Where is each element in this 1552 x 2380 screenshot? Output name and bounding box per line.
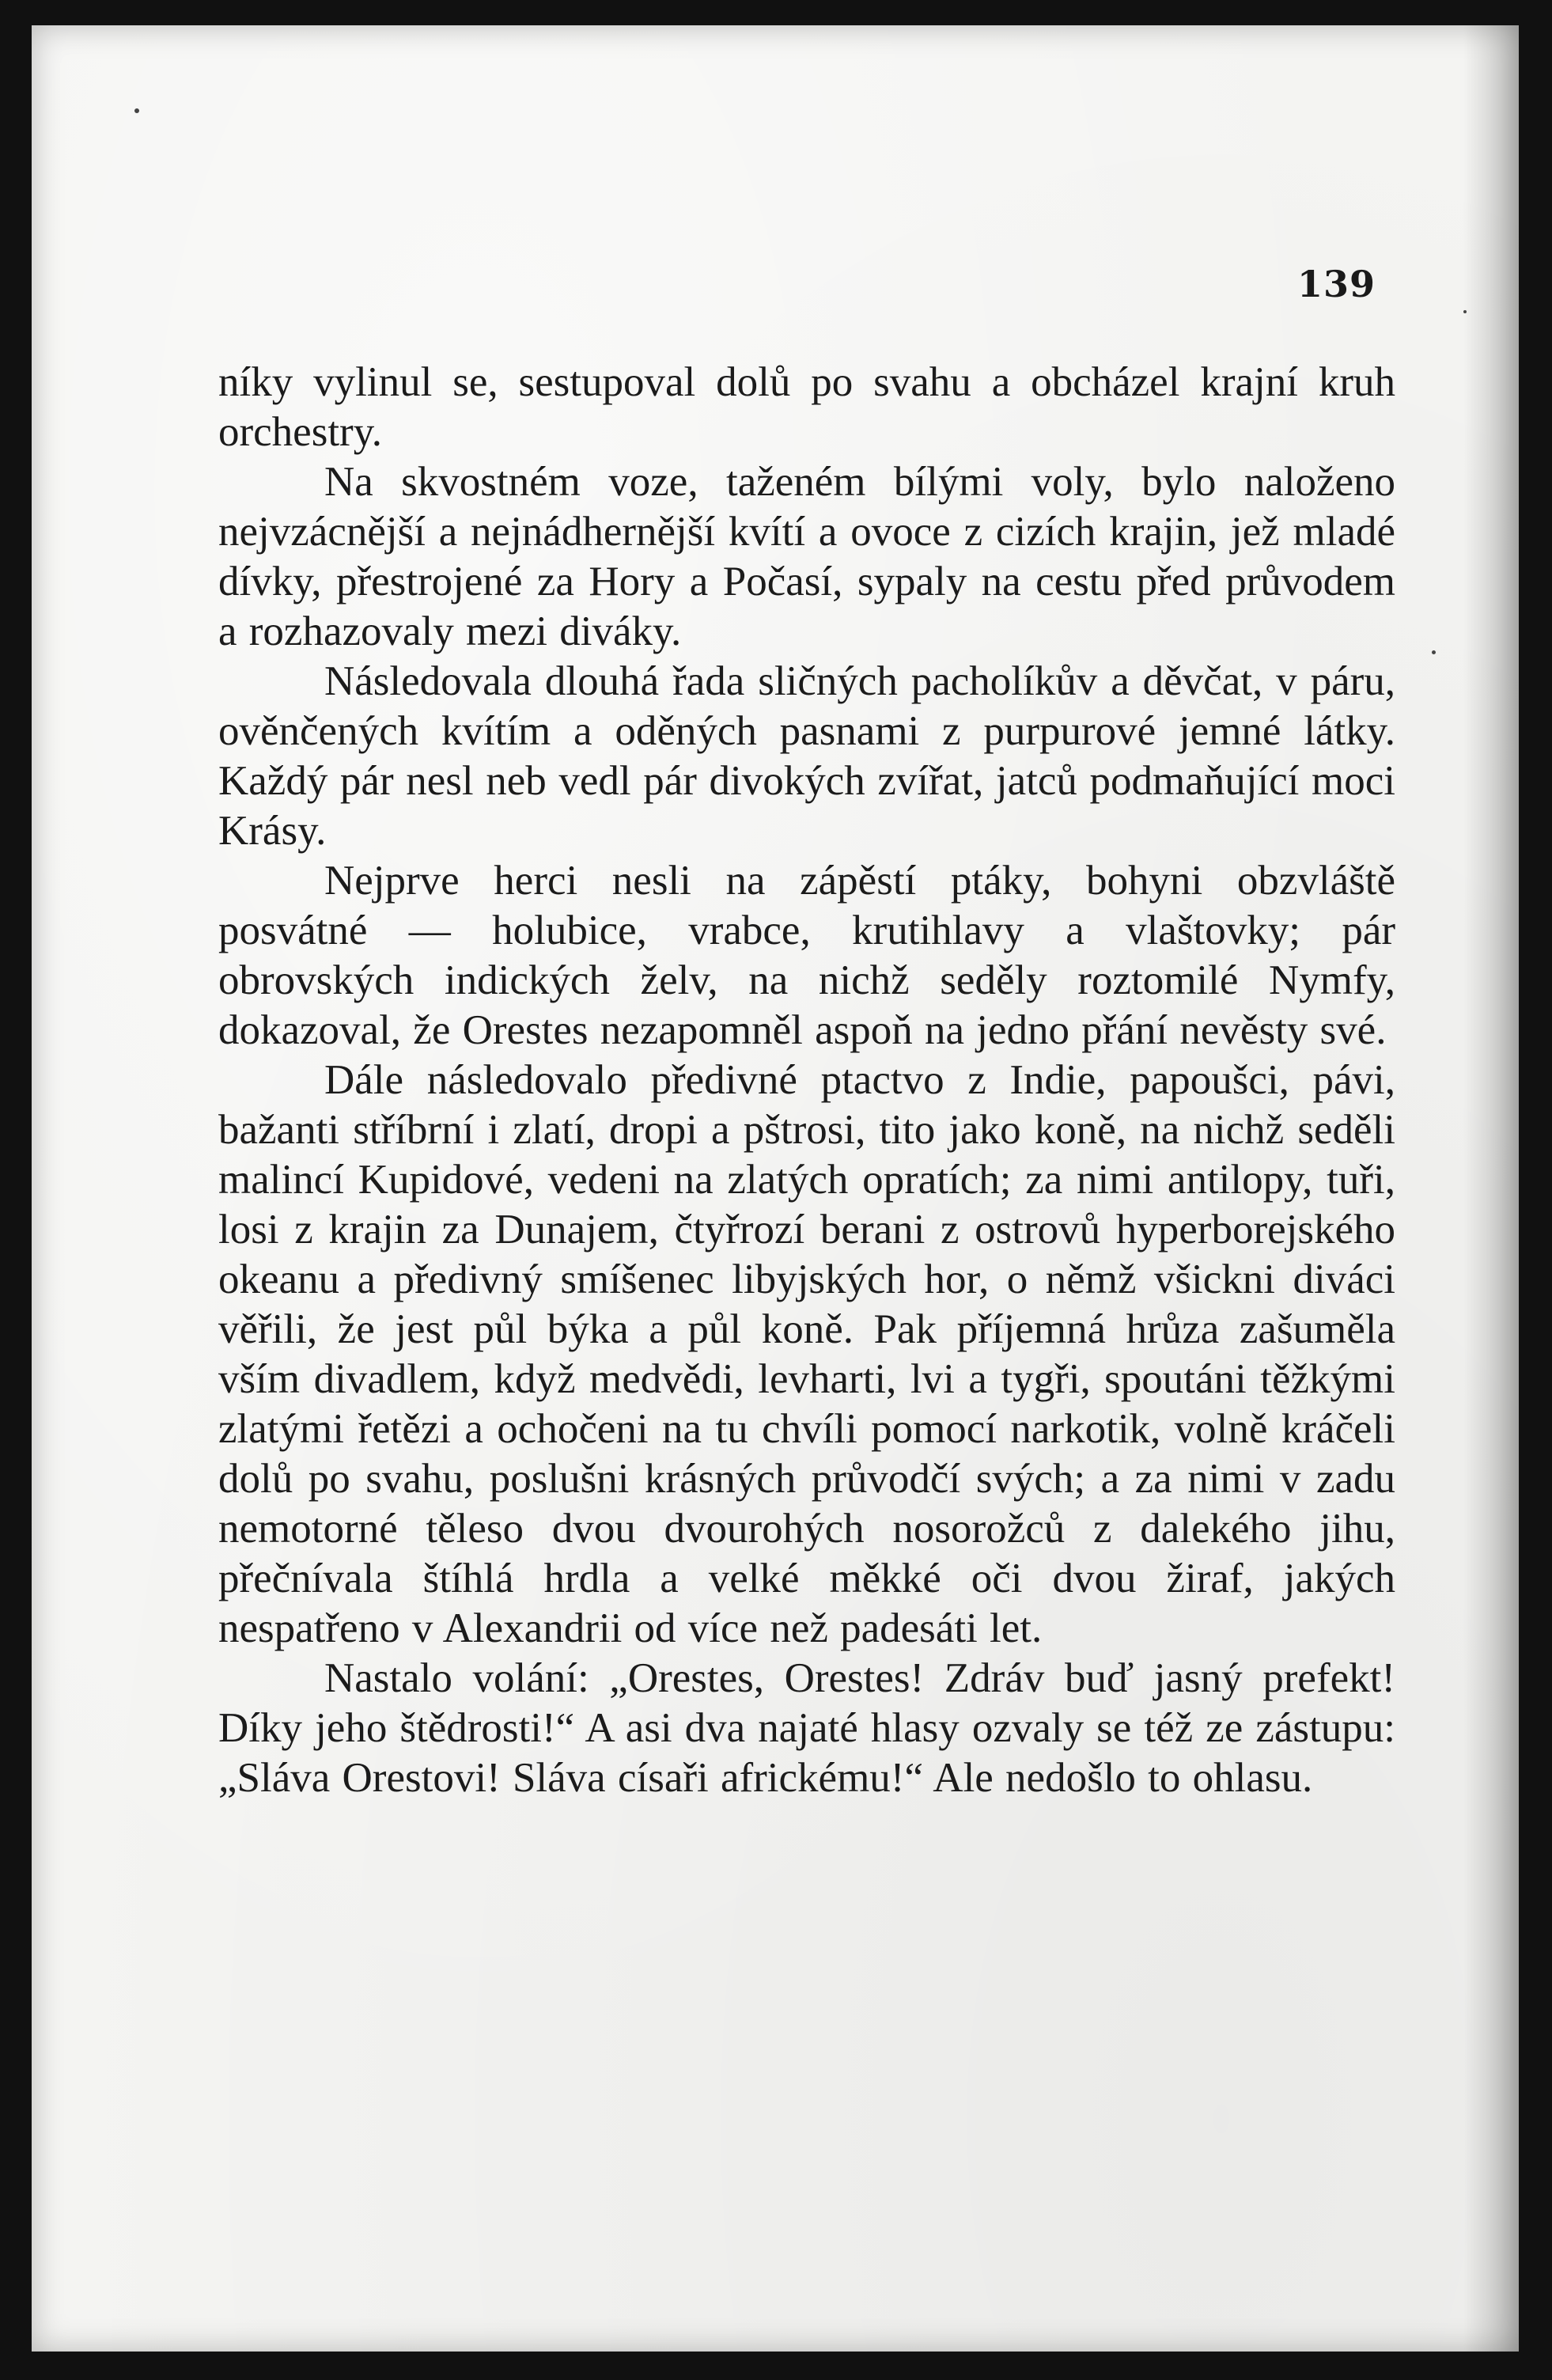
paragraph: Následovala dlouhá řada sličných pacholíkův a děvčat, v páru, ověnčených kvítím a oděných pasnami z purpurové jemné látky. Každý pár nesl neb vedl pár divokých zvířat, jatců podmaňující moci Krásy. <box>218 658 1395 854</box>
dust-speck <box>134 108 139 113</box>
paragraph-continuation: níky vylinul se, sestupoval dolů po svahu a obcházel krajní kruh orchestry. <box>218 359 1395 455</box>
dust-speck <box>1463 310 1467 313</box>
dust-speck <box>1432 650 1436 654</box>
page-number: 139 <box>1297 263 1376 305</box>
paragraph: Dále následovalo předivné ptactvo z Indie, papoušci, pávi, bažanti stříbrní i zlatí, dropi a pštrosi, tito jako koně, na nichž seděli malincí Kupidové, vedeni na zlatých opratích; za nimi antilopy, tuři, losi z krajin za Dunajem, čtyřrozí berani z ostrovů hyperborejského okeanu a předivný smíšenec libyjských hor, o němž všickni diváci věřili, že jest půl býka a půl koně. Pak příjemná hrůza zašuměla vším divadlem, když medvědi, levharti, lvi a tygři, spoutáni těžkými zlatými řetězi a ochočeni na tu chvíli pomocí narkotik, volně kráčeli dolů po svahu, poslušni krásných průvodčí svých; a za nimi v zadu nemotorné těleso dvou dvourohých nosorožců z dalekého jihu, přečnívala štíhlá hrdla a velké měkké oči dvou žiraf, jakých nespatřeno v Alexandrii od více než padesáti let. <box>218 1057 1395 1651</box>
body-text <box>218 358 1395 1803</box>
paragraph: Nejprve herci nesli na zápěstí ptáky, bohyni obzvláště posvátné — holubice, vrabce, krutihlavy a vlaštovky; pár obrovských indických želv, na nichž seděly roztomilé Nymfy, dokazoval, že Orestes nezapomněl aspoň na jedno přání nevěsty své. <box>218 858 1395 1053</box>
page-gutter-shadow <box>1463 25 1519 2352</box>
book-page <box>32 25 1519 2352</box>
paragraph: Na skvostném voze, taženém bílými voly, bylo naloženo nejvzácnější a nejnádhernější kvítí a ovoce z cizích krajin, jež mladé dívky, přestrojené za Hory a Počasí, sypaly na cestu před průvodem a rozhazovaly mezi diváky. <box>218 459 1395 654</box>
paragraph: Nastalo volání: „Orestes, Orestes! Zdráv buď jasný prefekt! Díky jeho štědrosti!“ A asi dva najaté hlasy ozvaly se též ze zástupu: „Sláva Orestovi! Sláva císaři africkému!“ Ale nedošlo to ohlasu. <box>218 1655 1395 1801</box>
